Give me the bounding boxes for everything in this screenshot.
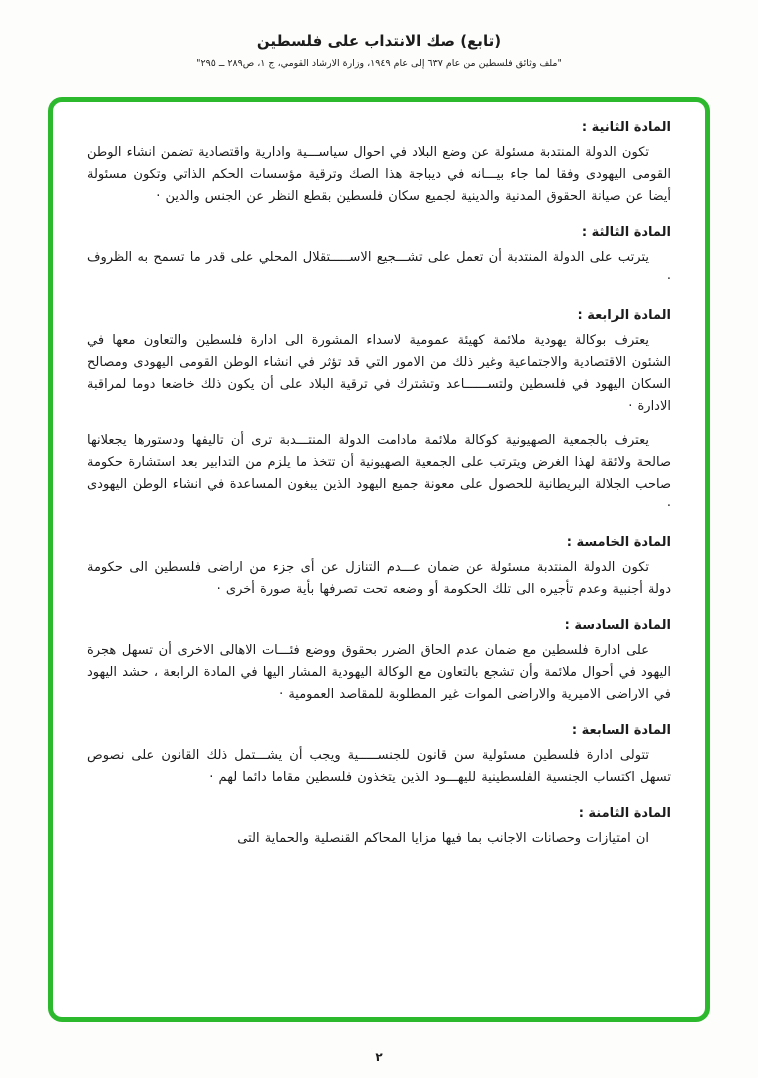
article-paragraph: تتولى ادارة فلسطين مسئولية سن قانون للجنســـــية ويجب أن يشـــتمل ذلك القانون على نصوص تسهل اكتساب الجنسية الفلسطينية لليهـــود الذين يتخذون فلسطين مقاما دائما لهم · (87, 748, 671, 785)
article-paragraph: يعترف بوكالة يهودية ملائمة كهيئة عمومية لاسداء المشورة الى ادارة فلسطين والتعاون معها في الشئون الاقتصادية والاجتماعية وغير ذلك من الامور التي قد تؤثر في انشاء الوطن القومى اليهودى ومصالح السكان اليهود في فلسطين ولتســــــاعد وتشترك في ترقية البلاد على أن يكون ذلك خاضعا دوما لمراقبة الادارة · (87, 333, 671, 414)
article-paragraph: على ادارة فلسطين مع ضمان عدم الحاق الضرر بحقوق ووضع فئـــات الاهالى الاخرى أن تسهل هجرة اليهود في أحوال ملائمة وأن تشجع بالتعاون مع الوكالة اليهودية المشار اليها في المادة الرابعة ، حشد اليهود في الاراضى الاميرية والاراضى الموات غير المطلوبة للمقاصد العمومية · (87, 643, 671, 702)
article-heading: المادة الرابعة : (577, 308, 671, 323)
article-2 (87, 120, 671, 208)
article-7 (87, 723, 671, 789)
document-citation: "ملف وثائق فلسطين من عام ٦٣٧ إلى عام ١٩٤٩، وزارة الارشاد القومي، ج ١، ص٢٨٩ ــ ٢٩٥" (196, 58, 562, 69)
article-6 (87, 618, 671, 706)
page-number: ٢ (375, 1050, 383, 1064)
article-8 (87, 806, 671, 850)
document-header (0, 32, 758, 69)
document-title: (تابع) صك الانتداب على فلسطين (256, 32, 502, 50)
article-paragraph: ان امتيازات وحصانات الاجانب بما فيها مزايا المحاكم القنصلية والحماية التى (237, 831, 649, 846)
article-paragraph: يترتب على الدولة المنتدبة أن تعمل على تشـــجيع الاســـــتقلال المحلي على قدر ما تسمح به الظروف · (87, 250, 671, 287)
content-frame (48, 97, 710, 1022)
article-heading: المادة الثانية : (581, 120, 671, 135)
article-heading: المادة السابعة : (571, 723, 671, 738)
article-heading: المادة السادسة : (564, 618, 671, 633)
article-paragraph: يعترف بالجمعية الصهيونية كوكالة ملائمة مادامت الدولة المنتـــدبة ترى أن تاليفها ودستورها يجعلانها صالحة ولائقة لهذا الغرض ويترتب على الجمعية الصهيونية أن تتخذ ما يلزم من التدابير بعد استشارة حكومة صاحب الجلالة البريطانية للحصول على معونة جميع اليهود الذين يبغون المساعدة في انشاء الوطن اليهودى · (87, 433, 671, 514)
article-heading: المادة الخامسة : (566, 535, 671, 550)
article-5 (87, 535, 671, 601)
article-3 (87, 225, 671, 291)
article-paragraph: تكون الدولة المنتدبة مسئولة عن ضمان عـــدم التنازل عن أى جزء من اراضى فلسطين الى حكومة دولة أجنبية وعدم تأجيره الى تلك الحكومة أو وضعه تحت تصرفها بأية صورة أخرى · (87, 560, 671, 597)
article-heading: المادة الثامنة : (578, 806, 671, 821)
article-paragraph: تكون الدولة المنتدبة مسئولة عن وضع البلاد في احوال سياســـية وادارية واقتصادية تضمن انشاء الوطن القومى اليهودى وفقا لما جاء بيـــانه في ديباجة هذا الصك وترقية مؤسسات الحكم الذاتي وتكون مسئولة أيضا عن صيانة الحقوق المدنية والدينية لجميع سكان فلسطين بقطع النظر عن الجنس والدين · (87, 145, 671, 204)
article-4 (87, 308, 671, 518)
article-heading: المادة الثالثة : (581, 225, 671, 240)
